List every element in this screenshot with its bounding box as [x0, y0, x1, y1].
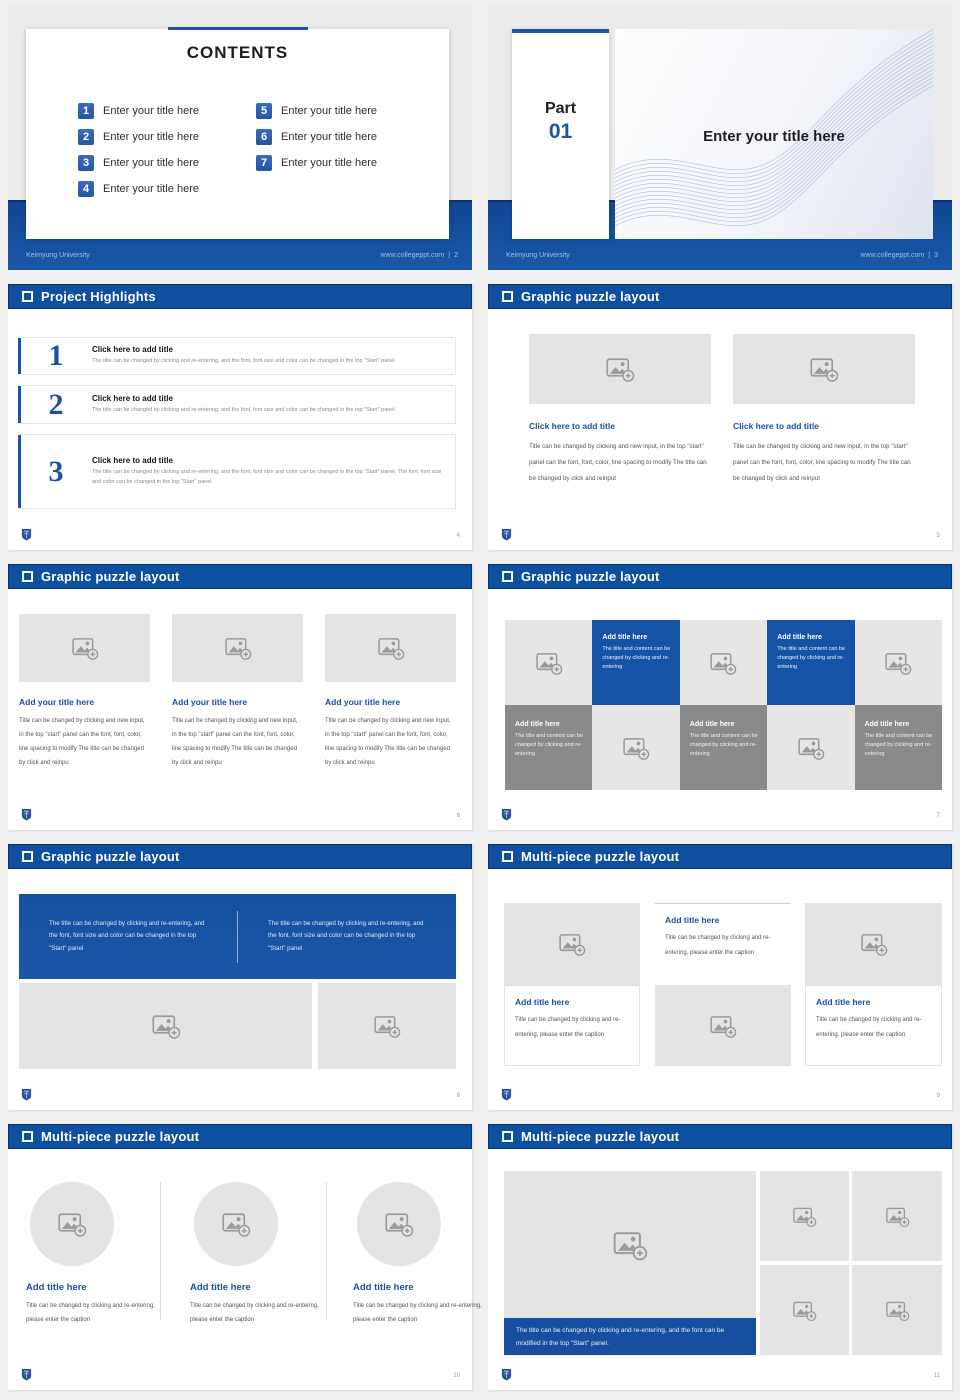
- bullet-square-icon: [502, 571, 513, 582]
- number-chip: 4: [78, 181, 94, 197]
- bullet-square-icon: [22, 1131, 33, 1142]
- content-card: [190, 1182, 322, 1327]
- item-label: Enter your title here: [103, 105, 199, 117]
- slide-header-title: Multi-piece puzzle layout: [41, 1129, 200, 1144]
- row-number: 2: [48, 387, 64, 421]
- cell-body: The title and content can be changed by clicking and re-entering: [689, 733, 758, 757]
- image-placeholder: [592, 705, 679, 790]
- card-body: Title can be changed by clicking and re-entering, please enter the caption: [515, 1017, 621, 1038]
- image-placeholder-icon: [885, 1204, 910, 1229]
- university-logo-icon: [501, 528, 512, 541]
- column-divider: [326, 1182, 327, 1320]
- image-placeholder-icon: [622, 734, 650, 762]
- university-logo-icon: [21, 1088, 32, 1101]
- highlight-row: [19, 434, 456, 509]
- page-number: 4: [456, 533, 460, 539]
- university-logo-icon: [501, 808, 512, 821]
- image-placeholder: [680, 620, 767, 705]
- university-logo-icon: [21, 528, 32, 541]
- page-number: 5: [936, 533, 940, 539]
- part-number-block: [545, 100, 576, 144]
- image-placeholder: [529, 334, 711, 404]
- item-label: Enter your title here: [281, 131, 377, 143]
- card-body: Title can be changed by clicking and re-entering, please enter the caption: [26, 1303, 155, 1323]
- image-placeholder: [852, 1265, 942, 1355]
- slide-header-bar: [488, 844, 952, 869]
- card-title: Add title here: [190, 1282, 251, 1293]
- image-placeholder: [760, 1171, 849, 1261]
- card-body: Title can be changed by clicking and new input, in the top "start" panel can the font, font, color, line spacing to modify The title can be changed by click and reinpu: [19, 718, 145, 766]
- image-placeholder-icon: [535, 649, 563, 677]
- number-chip: 2: [78, 129, 94, 145]
- slide-header-title: Multi-piece puzzle layout: [521, 1129, 680, 1144]
- image-placeholder: [172, 614, 303, 682]
- image-placeholder: [504, 1171, 756, 1318]
- university-logo-icon: [501, 1368, 512, 1381]
- contents-list: [78, 98, 434, 202]
- image-placeholder: [655, 985, 791, 1066]
- section-title-area: [615, 29, 933, 239]
- part-number-card: [512, 29, 609, 239]
- row-content: [92, 456, 455, 487]
- slide-section-part-01[interactable]: [488, 4, 952, 270]
- puzzle-text-cell: [592, 620, 679, 705]
- card-body: Title can be changed by clicking and re-entering, please enter the caption: [665, 935, 771, 956]
- puzzle-text-cell: [505, 705, 592, 790]
- footer-site: www.collegeppt.com: [860, 252, 925, 259]
- slide-header-bar: [8, 564, 472, 589]
- image-placeholder: [505, 620, 592, 705]
- row-content: [92, 345, 455, 366]
- image-placeholder-icon: [384, 1209, 414, 1239]
- image-placeholder: [357, 1182, 441, 1266]
- number-chip: 3: [78, 155, 94, 171]
- number-chip: 6: [256, 129, 272, 145]
- card-body: Title can be changed by clicking and new input, in the top "start" panel can the font, font, color, line spacing to modify The title can be changed by click and reinput: [733, 443, 911, 482]
- content-card: [19, 614, 150, 770]
- slide-multi-piece-circles[interactable]: [8, 1124, 482, 1390]
- image-placeholder: [852, 1171, 942, 1261]
- caption-card: [504, 985, 640, 1066]
- image-placeholder-icon: [224, 634, 252, 662]
- card-title: Add title here: [353, 1282, 414, 1293]
- card-title: Add title here: [515, 997, 570, 1007]
- image-placeholder-icon: [612, 1227, 648, 1263]
- content-card: [172, 614, 303, 770]
- item-label: Enter your title here: [281, 105, 377, 117]
- cell-title: Add title here: [864, 721, 910, 728]
- card-title: Add title here: [816, 997, 871, 1007]
- image-placeholder-icon: [558, 930, 586, 958]
- contents-item: [78, 176, 256, 202]
- row-description: The title can be changed by clicking and re-entering, and the font, font size and color can be changed in the top "Start" panel: [92, 358, 395, 365]
- caption-bar: [504, 1318, 756, 1355]
- image-placeholder-icon: [71, 634, 99, 662]
- footer-divider: |: [448, 252, 451, 259]
- footer-site: www.collegeppt.com: [380, 252, 445, 259]
- slide-header-title: Graphic puzzle layout: [521, 289, 660, 304]
- item-label: Enter your title here: [103, 157, 199, 169]
- footer-university: Keimyung University: [506, 252, 570, 259]
- contents-title: CONTENTS: [186, 43, 289, 62]
- card-body: Title can be changed by clicking and re-entering, please enter the caption: [353, 1303, 482, 1323]
- image-placeholder: [760, 1265, 849, 1355]
- puzzle-text-cell: [855, 705, 942, 790]
- part-label: Part: [544, 100, 577, 117]
- image-placeholder-icon: [709, 649, 737, 677]
- bullet-square-icon: [502, 291, 513, 302]
- card-body: Title can be changed by clicking and new input, in the top "start" panel can the font, font, color, line spacing to modify The title can be changed by click and reinpu: [325, 718, 451, 766]
- image-placeholder: [805, 903, 942, 985]
- card-title: Add title here: [26, 1282, 87, 1293]
- row-title: Click here to add title: [92, 456, 173, 466]
- highlight-rows: [19, 337, 456, 519]
- contents-item: [78, 150, 256, 176]
- image-placeholder: [855, 620, 942, 705]
- content-card: [325, 614, 456, 770]
- cell-body: The title and content can be changed by clicking and re-entering: [515, 733, 583, 757]
- contents-item: [256, 124, 434, 150]
- slide-graphic-puzzle-banner[interactable]: [8, 844, 472, 1110]
- image-placeholder-icon: [151, 1011, 181, 1041]
- bullet-square-icon: [22, 851, 33, 862]
- content-card: [26, 1182, 158, 1327]
- image-placeholder-icon: [797, 734, 825, 762]
- number-chip: 7: [256, 155, 272, 171]
- image-placeholder: [733, 334, 915, 404]
- image-placeholder: [767, 705, 854, 790]
- page-number: 10: [453, 1373, 460, 1379]
- image-placeholder: [325, 614, 456, 682]
- cell-title: Add title here: [602, 634, 648, 641]
- image-placeholder-icon: [809, 354, 839, 384]
- contents-item: [256, 150, 434, 176]
- caption-card: [655, 903, 791, 985]
- slide-project-highlights[interactable]: [8, 284, 472, 550]
- puzzle-text-cell: [680, 705, 767, 790]
- blue-text-panel: [19, 894, 456, 979]
- row-number: 3: [48, 454, 64, 488]
- footer-site-page: [380, 252, 458, 259]
- page-number: 11: [933, 1373, 940, 1379]
- page-number: 6: [456, 813, 460, 819]
- row-title: Click here to add title: [92, 393, 173, 403]
- bullet-square-icon: [22, 291, 33, 302]
- footer-site-page: [860, 252, 938, 259]
- card-title: Click here to add title: [529, 421, 615, 431]
- caption-card: [805, 985, 942, 1066]
- panel-text: The title can be changed by clicking and re-entering, and the font, font size and color can be changed in the top "Start" panel: [49, 919, 205, 952]
- column-divider: [160, 1182, 161, 1320]
- image-placeholder: [504, 903, 640, 985]
- slide-header-title: Project Highlights: [41, 289, 156, 304]
- slide-contents[interactable]: [8, 4, 472, 270]
- puzzle-text-cell: [767, 620, 854, 705]
- slide-header-bar: [488, 564, 952, 589]
- slide-header-title: Graphic puzzle layout: [41, 569, 180, 584]
- card-body: Title can be changed by clicking and re-entering, please enter the caption: [816, 1017, 922, 1038]
- card-title: Add your title here: [325, 697, 401, 707]
- cell-body: The title and content can be changed by clicking and re-entering: [602, 646, 671, 670]
- image-placeholder: [194, 1182, 278, 1266]
- slide-header-bar: [8, 1124, 472, 1149]
- image-placeholder-icon: [860, 930, 888, 958]
- slide-header-bar: [488, 284, 952, 309]
- slide-header-bar: [8, 844, 472, 869]
- number-chip: 5: [256, 103, 272, 119]
- section-title: Enter your title here: [703, 128, 845, 145]
- slide-multi-piece-checker[interactable]: [488, 844, 952, 1110]
- image-placeholder-icon: [709, 1012, 737, 1040]
- cell-title: Add title here: [515, 721, 560, 728]
- image-placeholder-icon: [792, 1298, 817, 1323]
- row-number: 1: [48, 339, 64, 372]
- footer-university: Keimyung University: [26, 252, 90, 259]
- page-number: 9: [936, 1093, 940, 1099]
- image-placeholder-icon: [377, 634, 405, 662]
- image-placeholder-icon: [373, 1012, 401, 1040]
- card-title: Add your title here: [172, 697, 248, 707]
- slide-header-title: Graphic puzzle layout: [41, 849, 180, 864]
- image-placeholder-icon: [884, 649, 912, 677]
- slide-header-title: Multi-piece puzzle layout: [521, 849, 680, 864]
- slide-graphic-puzzle-2col[interactable]: [488, 284, 952, 550]
- image-placeholder-icon: [221, 1209, 251, 1239]
- footer-divider: |: [928, 252, 931, 259]
- content-card: [733, 334, 915, 487]
- card-title: Add title here: [665, 915, 720, 925]
- card-body: Title can be changed by clicking and new input, in the top "start" panel can the font, font, color, line spacing to modify The title can be changed by click and reinpu: [172, 718, 298, 766]
- bullet-square-icon: [22, 571, 33, 582]
- item-label: Enter your title here: [103, 183, 199, 195]
- image-placeholder: [30, 1182, 114, 1266]
- contents-item: [78, 124, 256, 150]
- slide-graphic-puzzle-3col[interactable]: [8, 564, 472, 830]
- puzzle-grid: [505, 620, 942, 790]
- part-number: 01: [548, 120, 573, 143]
- slide-header-bar: [488, 1124, 952, 1149]
- highlight-row: [19, 385, 456, 424]
- card-body: Title can be changed by clicking and re-entering, please enter the caption: [190, 1303, 319, 1323]
- content-card: [529, 334, 711, 487]
- content-card: [353, 1182, 485, 1327]
- page-number: 7: [936, 813, 940, 819]
- university-logo-icon: [21, 1368, 32, 1381]
- cell-body: The title and content can be changed by clicking and re-entering: [777, 646, 846, 670]
- row-content: [92, 394, 455, 415]
- panel-text: The title can be changed by clicking and re-entering, and the font, font size and color can be changed in the top "Start" panel: [268, 919, 424, 952]
- slide-header-bar: [8, 284, 472, 309]
- slide-graphic-puzzle-grid[interactable]: [488, 564, 952, 830]
- row-title: Click here to add title: [92, 345, 173, 355]
- slide-multi-piece-large[interactable]: [488, 1124, 952, 1390]
- bullet-square-icon: [502, 1131, 513, 1142]
- cell-title: Add title here: [777, 634, 822, 641]
- item-label: Enter your title here: [281, 157, 377, 169]
- card-title: Add your title here: [19, 697, 95, 707]
- image-placeholder-icon: [885, 1298, 910, 1323]
- cell-title: Add title here: [689, 721, 735, 728]
- page-number: 3: [934, 252, 938, 259]
- card-body: Title can be changed by clicking and new input, in the top "start" panel can the font, font, color, line spacing to modify The title can be changed by click and reinput: [529, 443, 707, 482]
- image-placeholder: [318, 983, 456, 1069]
- university-logo-icon: [21, 808, 32, 821]
- row-description: The title can be changed by clicking and re-entering, and the font, font size and color can be changed in the top "Start" panel: [92, 406, 395, 413]
- page-number: 2: [454, 252, 458, 259]
- contents-card: [26, 29, 449, 239]
- slide-header-title: Graphic puzzle layout: [521, 569, 660, 584]
- image-placeholder-icon: [605, 354, 635, 384]
- contents-item: [256, 98, 434, 124]
- image-placeholder-icon: [792, 1204, 817, 1229]
- image-placeholder: [19, 614, 150, 682]
- item-label: Enter your title here: [103, 131, 199, 143]
- contents-item: [78, 98, 256, 124]
- number-chip: 1: [78, 103, 94, 119]
- card-title: Click here to add title: [733, 421, 819, 431]
- university-logo-icon: [501, 1088, 512, 1101]
- accent-line: [168, 27, 308, 30]
- caption-text: The title can be changed by clicking and re-entering, and the font can be modified in the top "Start" panel.: [516, 1326, 725, 1347]
- page-number: 8: [456, 1093, 460, 1099]
- image-placeholder: [19, 983, 312, 1069]
- image-placeholder-icon: [57, 1209, 87, 1239]
- bullet-square-icon: [502, 851, 513, 862]
- cell-body: The title and content can be changed by clicking and re-entering: [864, 733, 933, 757]
- highlight-row: [19, 337, 456, 375]
- row-description: The title can be changed by clicking and re-entering, and the font, font size and color can be changed in the top "Start" panel. The font, font size and color can be changed in the top "Start" panel.: [92, 469, 442, 485]
